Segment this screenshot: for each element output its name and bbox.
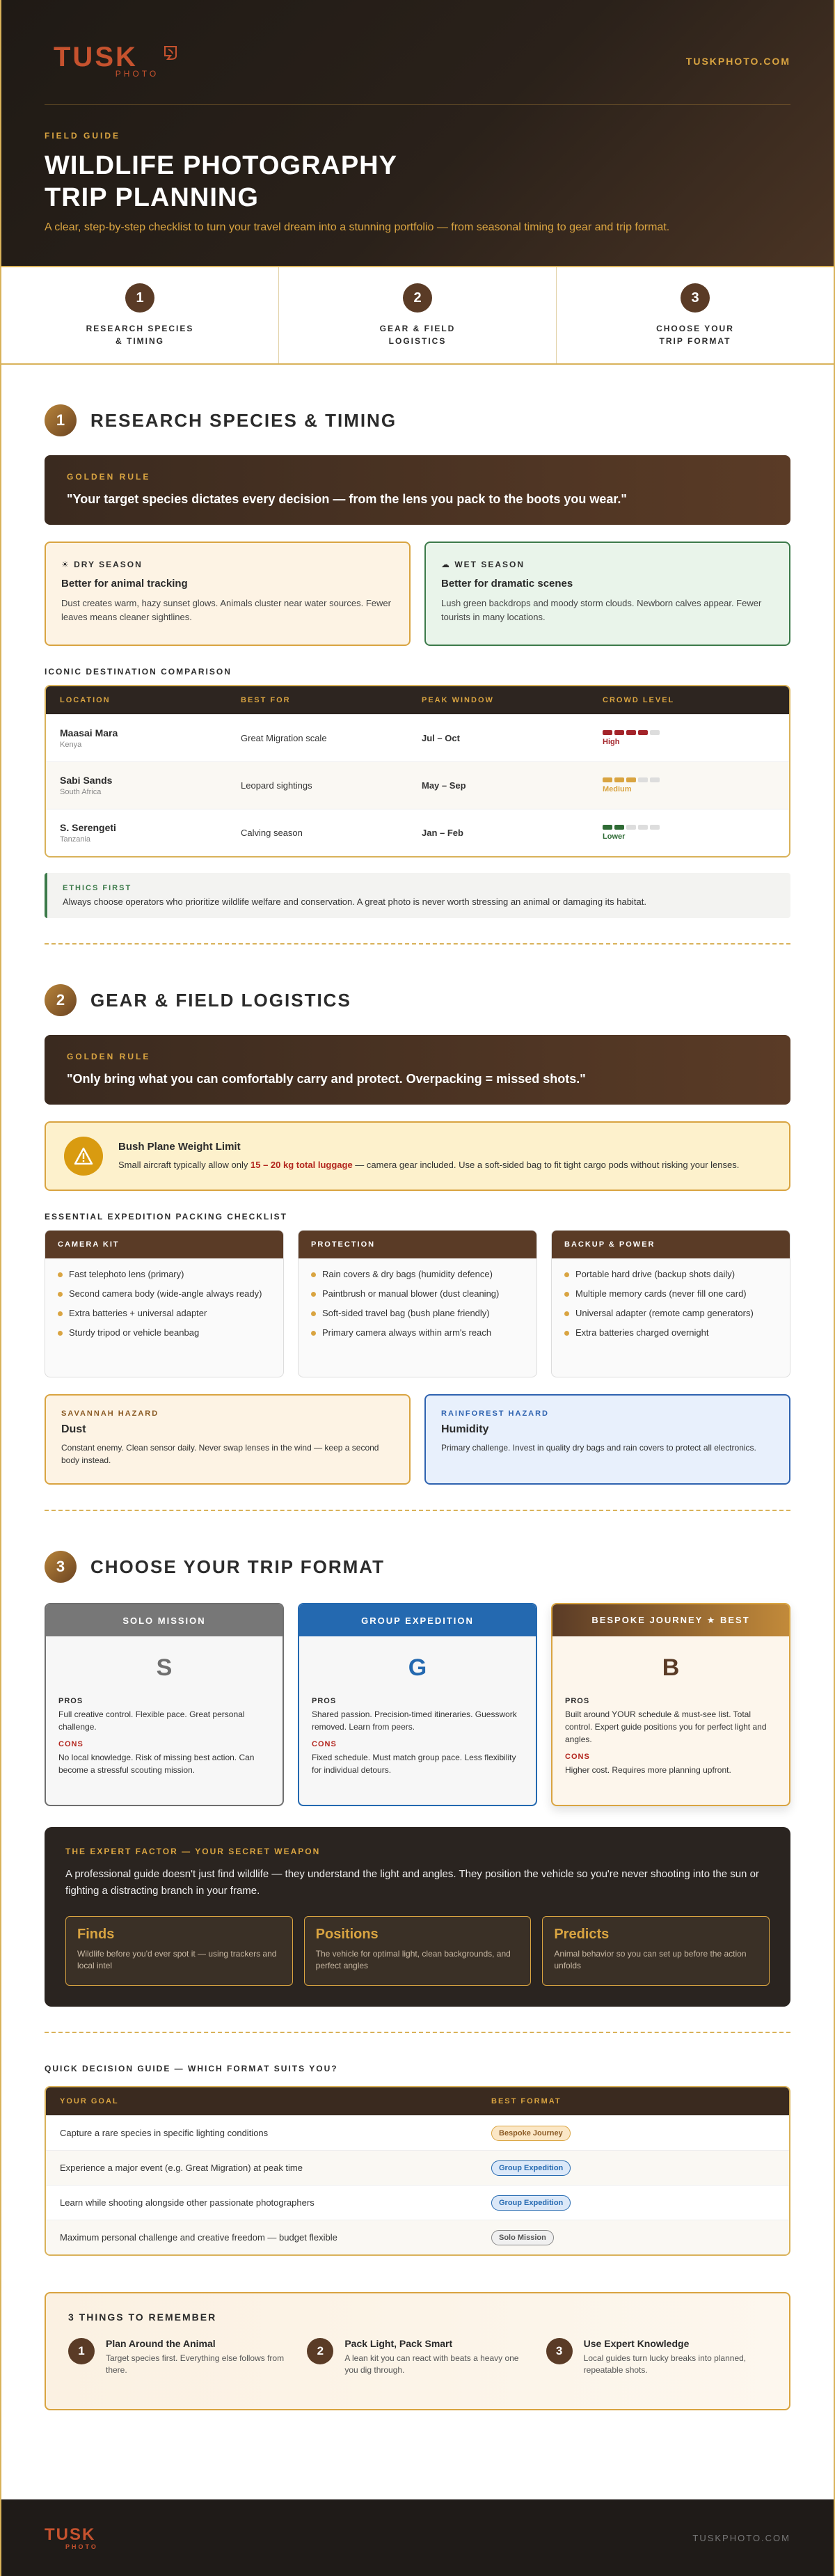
- list-item: Rain covers & dry bags (humidity defence): [311, 1268, 524, 1281]
- season-tag: ☁ WET SEASON: [441, 560, 525, 569]
- format-heading: SOLO MISSION: [46, 1604, 283, 1636]
- list-item: Paintbrush or manual blower (dust cleaning): [311, 1288, 524, 1300]
- expert-card-positions: [304, 1916, 532, 1986]
- step-1[interactable]: [1, 267, 279, 363]
- pros-text: Full creative control. Flexible pace. Great personal challenge.: [58, 1709, 245, 1732]
- hazard-tag: SAVANNAH HAZARD: [61, 1409, 159, 1418]
- step-3[interactable]: [557, 267, 834, 363]
- best-for: Calving season: [241, 828, 303, 838]
- warning-heading: Bush Plane Weight Limit: [118, 1140, 241, 1153]
- table-row: [46, 2220, 789, 2254]
- remember-number: 2: [307, 2338, 333, 2364]
- cons-label: CONS: [565, 1753, 590, 1761]
- remember-heading: Use Expert Knowledge: [583, 2338, 690, 2349]
- warning-text: [118, 1158, 739, 1172]
- section-header: [45, 979, 790, 1021]
- ethics-callout: [45, 873, 790, 918]
- section-divider: [45, 1510, 790, 1511]
- section-title: CHOOSE YOUR TRIP FORMAT: [90, 1556, 385, 1577]
- weight-highlight: 15 – 20 kg total luggage: [250, 1159, 353, 1170]
- step-number: 2: [403, 283, 432, 313]
- season-heading: Better for dramatic scenes: [441, 578, 573, 590]
- crowd-segment: [626, 777, 636, 782]
- footer-logo[interactable]: [45, 2525, 98, 2550]
- format-letter: B: [662, 1654, 680, 1681]
- decision-table: [45, 2086, 790, 2256]
- table-header: [46, 686, 789, 714]
- list-item: Primary camera always within arm's reach: [311, 1327, 524, 1339]
- crowd-label: Lower: [603, 832, 626, 841]
- table-row: [46, 2115, 789, 2150]
- kit-heading: BACKUP & POWER: [552, 1231, 790, 1258]
- table-row: [46, 714, 789, 761]
- pros-text: Shared passion. Precision-timed itineraries. Guesswork removed. Learn from peers.: [312, 1709, 517, 1732]
- crowd-segment: [650, 730, 660, 735]
- expert-label: THE EXPERT FACTOR — YOUR SECRET WEAPON: [65, 1847, 321, 1856]
- remember-heading: Pack Light, Pack Smart: [344, 2338, 453, 2349]
- format-cards: [45, 1603, 790, 1806]
- step-label: RESEARCH SPECIES & TIMING: [86, 324, 194, 346]
- crowd-segment: [650, 825, 660, 830]
- remember-number: 3: [546, 2338, 573, 2364]
- step-2[interactable]: [279, 267, 557, 363]
- goal-text: Maximum personal challenge and creative freedom — budget flexible: [60, 2232, 337, 2243]
- expert-card-predicts: [542, 1916, 770, 1986]
- peak-window: Jan – Feb: [422, 828, 463, 838]
- decision-title: QUICK DECISION GUIDE — WHICH FORMAT SUITS YOU?: [45, 2064, 338, 2073]
- brand-sub: PHOTO: [115, 69, 159, 79]
- column-header: BEST FOR: [241, 696, 291, 704]
- expert-card-text: Wildlife before you'd ever spot it — using trackers and local intel: [77, 1949, 277, 1970]
- location-name: Maasai Mara: [60, 727, 118, 738]
- season-tag: ☀ DRY SEASON: [61, 560, 143, 569]
- comparison-title: ICONIC DESTINATION COMPARISON: [45, 667, 232, 677]
- expert-factor-panel: [45, 1827, 790, 2007]
- expert-text: A professional guide doesn't just find wildlife — they understand the light and angles. They position the vehicle so you're never shooting into the sun or fighting a distracting branch in your frame.: [65, 1868, 759, 1897]
- list-item: Soft-sided travel bag (bush plane friendly): [311, 1307, 524, 1320]
- best-for: Leopard sightings: [241, 780, 312, 791]
- remember-heading: Plan Around the Animal: [106, 2338, 216, 2349]
- kit-camera: [45, 1230, 284, 1377]
- cons-text: Fixed schedule. Must match group pace. Less flexibility for individual detours.: [312, 1753, 516, 1775]
- tusk-icon: [162, 45, 179, 61]
- footer-site-link[interactable]: TUSKPHOTO.COM: [692, 2532, 790, 2543]
- crowd-segment: [603, 825, 612, 830]
- crowd-meter: [603, 825, 775, 830]
- section-divider: [45, 2032, 790, 2033]
- warning-icon: [64, 1137, 103, 1176]
- kit-heading: CAMERA KIT: [45, 1231, 283, 1258]
- format-card-solo: [45, 1603, 284, 1806]
- column-header: PEAK WINDOW: [422, 696, 494, 704]
- table-row: [46, 2150, 789, 2185]
- location-country: South Africa: [60, 788, 102, 796]
- expert-cards: [65, 1916, 770, 1986]
- checklist-title: ESSENTIAL EXPEDITION PACKING CHECKLIST: [45, 1212, 287, 1222]
- section-divider: [45, 943, 790, 945]
- pros-text: Built around YOUR schedule & must-see list. Total control. Expert guide positions you for perfect light and angles.: [565, 1709, 767, 1744]
- hero-title-line-2: TRIP PLANNING: [45, 183, 259, 212]
- section-trip-format: [1, 1546, 834, 2007]
- hazard-text: Primary challenge. Invest in quality dry bags and rain covers to protect all electronics.: [441, 1443, 756, 1453]
- format-letter: S: [156, 1654, 173, 1681]
- column-header: LOCATION: [60, 696, 111, 704]
- ethics-label: ETHICS FIRST: [63, 884, 132, 892]
- cons-label: CONS: [58, 1740, 84, 1748]
- crowd-segment: [626, 730, 636, 735]
- hero-eyebrow: FIELD GUIDE: [45, 131, 121, 141]
- peak-window: Jul – Oct: [422, 733, 460, 743]
- crowd-segment: [626, 825, 636, 830]
- footer-brand-sub: PHOTO: [65, 2543, 98, 2550]
- golden-rule-callout: [45, 1035, 790, 1105]
- brand-name: TUSK: [54, 42, 138, 72]
- hero-header: [1, 0, 834, 266]
- expert-card-heading: Predicts: [554, 1927, 610, 1942]
- footer-brand-name: TUSK: [45, 2525, 96, 2544]
- pros-label: PROS: [58, 1697, 84, 1705]
- season-text: Lush green backdrops and moody storm clouds. Newborn calves appear. Fewer tourists in many locations.: [441, 598, 762, 622]
- remember-title: 3 THINGS TO REMEMBER: [68, 2312, 217, 2323]
- table-header: [46, 2087, 789, 2115]
- format-heading: BESPOKE JOURNEY ★ BEST: [552, 1604, 789, 1636]
- dry-season-card: [45, 542, 411, 646]
- cons-text: Higher cost. Requires more planning upfront.: [565, 1765, 731, 1775]
- format-badge: Bespoke Journey: [491, 2126, 571, 2141]
- section-number: 1: [45, 404, 77, 436]
- remember-text: Target species first. Everything else follows from there.: [106, 2353, 285, 2375]
- step-number: 1: [125, 283, 154, 313]
- remember-panel: [45, 2292, 790, 2410]
- crowd-segment: [638, 730, 648, 735]
- wet-season-card: [424, 542, 790, 646]
- crowd-segment: [638, 777, 648, 782]
- list-item: Second camera body (wide-angle always ready): [58, 1288, 271, 1300]
- crowd-segment: [638, 825, 648, 830]
- location-country: Kenya: [60, 741, 82, 749]
- step-number: 3: [681, 283, 710, 313]
- crowd-segment: [603, 730, 612, 735]
- section-header: [45, 400, 790, 441]
- section-title: GEAR & FIELD LOGISTICS: [90, 989, 351, 1011]
- format-card-group: [298, 1603, 537, 1806]
- format-letter: G: [408, 1654, 427, 1681]
- hazard-heading: Humidity: [441, 1423, 489, 1435]
- format-badge: Group Expedition: [491, 2160, 571, 2176]
- crowd-segment: [614, 777, 624, 782]
- location-name: Sabi Sands: [60, 775, 113, 786]
- remember-text: Local guides turn lucky breaks into planned, repeatable shots.: [583, 2353, 747, 2375]
- season-text: Dust creates warm, hazy sunset glows. Animals cluster near water sources. Fewer leaves means cleaner sightlines.: [61, 598, 391, 622]
- column-header: BEST FORMAT: [491, 2097, 562, 2105]
- kit-protection: [298, 1230, 537, 1377]
- crowd-meter: [603, 730, 775, 735]
- golden-rule-text: "Only bring what you can comfortably carry and protect. Overpacking = missed shots.": [67, 1072, 586, 1086]
- expert-card-finds: [65, 1916, 293, 1986]
- list-item: Universal adapter (remote camp generators): [564, 1307, 777, 1320]
- crowd-segment: [603, 777, 612, 782]
- rainforest-hazard-card: [424, 1394, 790, 1485]
- remember-item: [546, 2338, 767, 2376]
- cons-text: No local knowledge. Risk of missing best action. Can become a stressful scouting mission.: [58, 1753, 255, 1775]
- section-research: [1, 400, 834, 918]
- table-row: [46, 2185, 789, 2220]
- season-heading: Better for animal tracking: [61, 578, 188, 590]
- best-for: Great Migration scale: [241, 733, 327, 743]
- crowd-label: High: [603, 738, 620, 746]
- step-label: GEAR & FIELD LOGISTICS: [379, 324, 456, 346]
- hazard-text: Constant enemy. Clean sensor daily. Never swap lenses in the wind — keep a second body instead.: [61, 1443, 379, 1465]
- peak-window: May – Sep: [422, 780, 466, 791]
- location-country: Tanzania: [60, 835, 91, 844]
- remember-item: [68, 2338, 289, 2376]
- location-name: S. Serengeti: [60, 822, 116, 833]
- expert-card-text: Animal behavior so you can set up before the action unfolds: [554, 1949, 747, 1970]
- hero-title: [45, 150, 601, 214]
- warning-text-start: Small aircraft typically allow only: [118, 1159, 251, 1170]
- warning-text-end: — camera gear included. Use a soft-sided bag to fit tight cargo pods without risking your lenses.: [352, 1159, 740, 1170]
- pros-label: PROS: [312, 1697, 337, 1705]
- weight-limit-warning: [45, 1121, 790, 1191]
- step-label: CHOOSE YOUR TRIP FORMAT: [656, 324, 734, 346]
- expert-card-text: The vehicle for optimal light, clean backgrounds, and perfect angles: [315, 1949, 511, 1970]
- golden-rule-label: GOLDEN RULE: [67, 1052, 151, 1061]
- format-card-bespoke: [551, 1603, 790, 1806]
- crowd-segment: [614, 730, 624, 735]
- list-item: Sturdy tripod or vehicle beanbag: [58, 1327, 271, 1339]
- section-gear: [1, 979, 834, 1485]
- list-item: Extra batteries + universal adapter: [58, 1307, 271, 1320]
- hero-title-line-1: WILDLIFE PHOTOGRAPHY: [45, 151, 397, 180]
- brand-logo[interactable]: [54, 42, 179, 84]
- list-item: Portable hard drive (backup shots daily): [564, 1268, 777, 1281]
- expert-card-heading: Positions: [315, 1927, 379, 1942]
- remember-text: A lean kit you can react with beats a heavy one you dig through.: [344, 2353, 519, 2375]
- golden-rule-label: GOLDEN RULE: [67, 472, 151, 482]
- list-item: Extra batteries charged overnight: [564, 1327, 777, 1339]
- footer: [1, 2499, 834, 2576]
- expert-card-heading: Finds: [77, 1927, 115, 1942]
- list-item: Multiple memory cards (never fill one card): [564, 1288, 777, 1300]
- hero-subtitle: A clear, step-by-step checklist to turn your travel dream into a stunning portfolio — from seasonal timing to gear and trip format.: [45, 221, 670, 233]
- column-header: CROWD LEVEL: [603, 696, 675, 704]
- site-link[interactable]: TUSKPHOTO.COM: [685, 56, 790, 67]
- section-title: RESEARCH SPECIES & TIMING: [90, 409, 397, 431]
- section-number: 2: [45, 984, 77, 1016]
- destination-table: [45, 685, 790, 858]
- column-header: YOUR GOAL: [60, 2097, 119, 2105]
- hazard-heading: Dust: [61, 1423, 86, 1435]
- kit-backup-power: [551, 1230, 790, 1377]
- remember-item: [307, 2338, 527, 2376]
- crowd-meter: [603, 777, 775, 782]
- table-row: [46, 809, 789, 856]
- goal-text: Learn while shooting alongside other passionate photographers: [60, 2197, 315, 2208]
- section-number: 3: [45, 1551, 77, 1583]
- goal-text: Capture a rare species in specific lighting conditions: [60, 2128, 269, 2138]
- crowd-segment: [614, 825, 624, 830]
- hazard-cards: [45, 1394, 790, 1485]
- format-heading: GROUP EXPEDITION: [299, 1604, 536, 1636]
- crowd-label: Medium: [603, 785, 632, 793]
- list-item: Fast telephoto lens (primary): [58, 1268, 271, 1281]
- hazard-tag: RAINFOREST HAZARD: [441, 1409, 549, 1418]
- format-badge: Group Expedition: [491, 2195, 571, 2211]
- header-rule: [45, 104, 790, 105]
- cons-label: CONS: [312, 1740, 337, 1748]
- decision-guide: [1, 2064, 834, 2410]
- section-header: [45, 1546, 790, 1588]
- season-cards: [45, 542, 790, 646]
- golden-rule-callout: [45, 455, 790, 525]
- crowd-segment: [650, 777, 660, 782]
- format-badge: Solo Mission: [491, 2230, 554, 2245]
- kit-heading: PROTECTION: [299, 1231, 536, 1258]
- golden-rule-text: "Your target species dictates every decision — from the lens you pack to the boots you wear.": [67, 492, 627, 506]
- goal-text: Experience a major event (e.g. Great Migration) at peak time: [60, 2163, 303, 2173]
- remember-number: 1: [68, 2338, 95, 2364]
- ethics-text: Always choose operators who prioritize wildlife welfare and conservation. A great photo is never worth stressing an animal or damaging its habitat.: [63, 896, 646, 907]
- table-row: [46, 761, 789, 809]
- steps-nav: [1, 266, 834, 365]
- savannah-hazard-card: [45, 1394, 411, 1485]
- packing-checklist: [45, 1230, 790, 1377]
- pros-label: PROS: [565, 1697, 590, 1705]
